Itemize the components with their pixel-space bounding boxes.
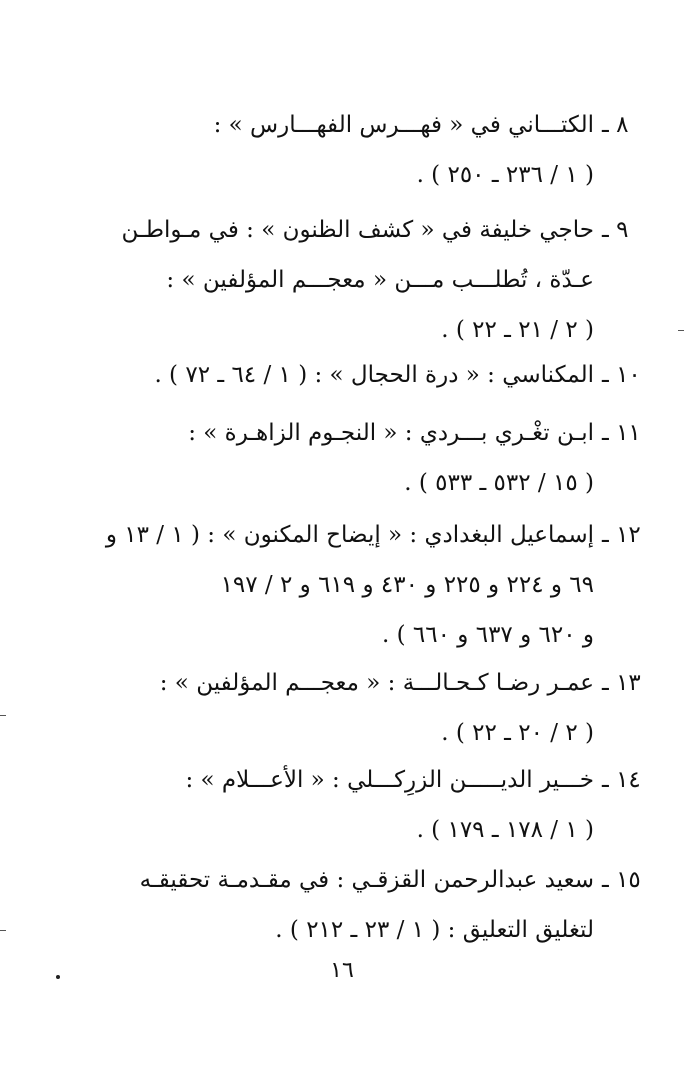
entry-number: ١١ ـ <box>602 420 641 446</box>
entry-text: إسماعيل البغدادي : « إيضاح المكنون » : ( ١ / ١٣ و <box>105 522 594 548</box>
entry-line: ( ٢ / ٢١ ـ ٢٢ ) . <box>441 317 594 343</box>
entry-text: سعيد عبدالرحمن القزقـي : في مقـدمـة تحقيقـه <box>139 867 594 893</box>
page-number: ١٦ <box>330 958 354 983</box>
entry-number: ١٣ ـ <box>602 670 641 696</box>
entry-line: ( ١ / ٢٣٦ ـ ٢٥٠ ) . <box>416 162 594 188</box>
entry-number: ١٤ ـ <box>602 767 641 793</box>
entry-line <box>74 855 641 905</box>
entry-line: ( ٢ / ٢٠ ـ ٢٢ ) . <box>441 720 594 746</box>
entry-line <box>74 100 629 150</box>
entry-number: ٨ ـ <box>602 112 629 138</box>
entry-text: حاجي خليفة في « كشف الظنون » : في مـواطـن <box>121 217 594 243</box>
entry-12 <box>74 510 641 660</box>
entry-line <box>74 350 641 400</box>
edge-mark <box>0 930 6 931</box>
entry-text: خـــير الديـــــن الزرِكـــلي : « الأعـــلام » : <box>185 767 594 793</box>
entry-13 <box>74 658 641 758</box>
entry-11 <box>74 408 641 508</box>
entry-line: و ٦٢٠ و ٦٣٧ و ٦٦٠ ) . <box>382 622 594 648</box>
edge-mark <box>678 330 684 331</box>
entry-line <box>74 205 629 255</box>
entry-line <box>74 755 641 805</box>
entry-9 <box>74 205 629 355</box>
entry-line: عـدّة ، تُطلـــب مـــن « معجـــم المؤلفين » : <box>166 267 594 293</box>
entry-line: ( ١٥ / ٥٣٢ ـ ٥٣٣ ) . <box>404 470 594 496</box>
edge-mark <box>0 715 6 716</box>
entry-line: ( ١ / ١٧٨ ـ ١٧٩ ) . <box>416 817 594 843</box>
entry-line <box>74 408 641 458</box>
scan-speck <box>56 975 60 979</box>
entry-14 <box>74 755 641 855</box>
entry-number: ١٥ ـ <box>602 867 641 893</box>
entry-10 <box>74 350 641 400</box>
entry-line <box>74 510 641 560</box>
entry-line: ٦٩ و ٢٢٤ و ٢٢٥ و ٤٣٠ و ٦١٩ و ٢ / ١٩٧ <box>220 572 594 598</box>
entry-number: ١٠ ـ <box>602 362 641 388</box>
entry-text: الكتـــاني في « فهـــرس الفهـــارس » : <box>213 112 594 138</box>
entry-8 <box>74 100 629 200</box>
entry-line <box>74 658 641 708</box>
entry-line: لتغليق التعليق : ( ١ / ٢٣ ـ ٢١٢ ) . <box>275 917 594 943</box>
entry-number: ٩ ـ <box>602 217 629 243</box>
entry-number: ١٢ ـ <box>602 522 641 548</box>
entry-text: المكناسي : « درة الحجال » : ( ١ / ٦٤ ـ ٧٢ ) . <box>154 362 594 388</box>
entry-text: ابـن تغْـري بـــردي : « النجـوم الزاهـرة » : <box>188 420 594 446</box>
entry-15 <box>74 855 641 955</box>
entry-text: عمـر رضـا كـحـالـــة : « معجـــم المؤلفين » : <box>159 670 594 696</box>
